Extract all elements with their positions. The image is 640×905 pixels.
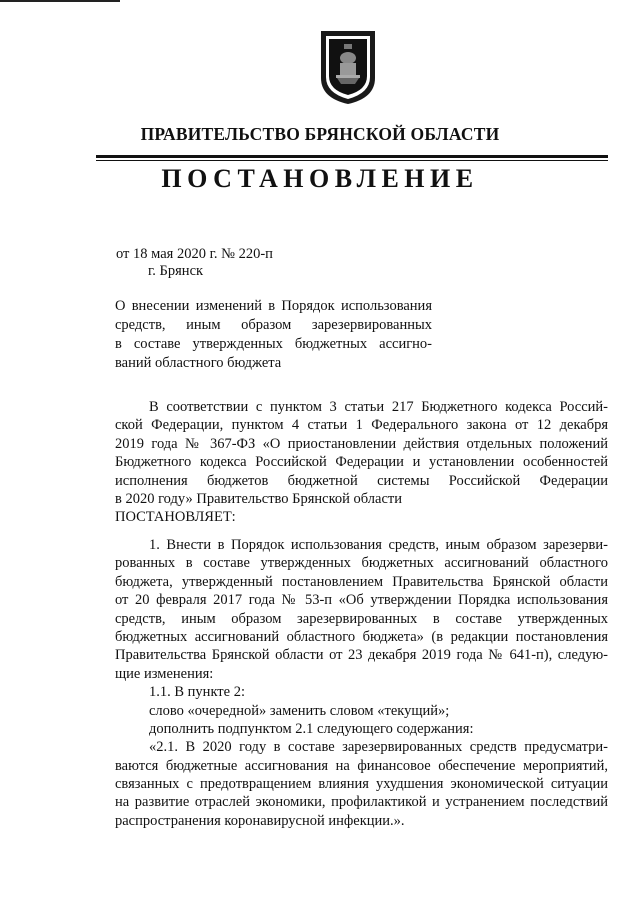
top-edge-line (0, 0, 120, 2)
header-rule-thin (96, 160, 608, 161)
body-line: щие изменения: (115, 665, 214, 682)
body-line: на развитие отраслей экономики, профилактикой и устранением последствий (115, 794, 608, 811)
body-line: «2.1. В 2020 году в составе зарезервированных средств предусматри- (149, 739, 608, 756)
preamble-line: ской Федерации, пунктом 4 статьи 1 Федерального закона от 12 декабря (115, 417, 608, 434)
body-line: бюджетных ассигнований областного бюджета» (в редакции постановления (115, 628, 608, 645)
city: г. Брянск (148, 263, 204, 279)
date-and-number: от 18 мая 2020 г. № 220-п (116, 246, 273, 262)
preamble-paragraph (115, 398, 608, 527)
body-line: ваются бюджетные ассигнования на финансовое обеспечение мероприятий, (115, 757, 608, 774)
organization-title: ПРАВИТЕЛЬСТВО БРЯНСКОЙ ОБЛАСТИ (140, 124, 500, 144)
body-line: от 20 февраля 2017 года № 53-п «Об утверждении Порядка использования (115, 592, 608, 609)
preamble-line: исполнения бюджетов бюджетной системы Российской Федерации (115, 472, 608, 489)
body-line: слово «очередной» заменить словом «текущий»; (149, 702, 450, 719)
document-subject (115, 297, 432, 373)
subject-line: средств, иным образом зарезервированных (115, 317, 432, 333)
body-line: 1.1. В пункте 2: (149, 684, 245, 701)
subject-line: в составе утвержденных бюджетных ассигно- (115, 336, 432, 352)
body-line: бюджета, утвержденный постановлением Правительства Брянской области (115, 573, 608, 590)
preamble-line: 2019 года № 367-ФЗ «О приостановлении действия отдельных положений (115, 435, 608, 452)
subject-line: ваний областного бюджета (115, 355, 282, 371)
preamble-line: В соответствии с пунктом 3 статьи 217 Бюджетного кодекса Россий- (149, 399, 608, 415)
body-line: связанных с предотвращением влияния ухудшения экономической ситуации (115, 776, 608, 793)
body-line: дополнить подпунктом 2.1 следующего содержания: (149, 720, 474, 737)
preamble-line: в 2020 году» Правительство Брянской области (115, 490, 403, 507)
body-line: распространения коронавирусной инфекции.». (115, 812, 405, 829)
body-line: Правительства Брянской области от 23 декабря 2019 года № 641-п), следую- (115, 647, 608, 664)
document-type-title: ПОСТАНОВЛЕНИЕ (161, 164, 479, 193)
body-line: рованных в составе утвержденных бюджетных ассигнований областного (115, 555, 608, 572)
subject-line: О внесении изменений в Порядок использования (115, 298, 432, 314)
body-line: средств, иным образом зарезервированных в составе утвержденных (115, 610, 608, 627)
header-rule-thick (96, 155, 608, 158)
resolves-heading: ПОСТАНОВЛЯЕТ: (115, 509, 236, 526)
amendments-section (115, 536, 608, 830)
coat-of-arms-emblem (318, 28, 378, 106)
preamble-line: Бюджетного кодекса Российской Федерации и установлении особенностей (115, 454, 608, 471)
body-line: 1. Внести в Порядок использования средств, иным образом зарезерви- (149, 537, 608, 553)
